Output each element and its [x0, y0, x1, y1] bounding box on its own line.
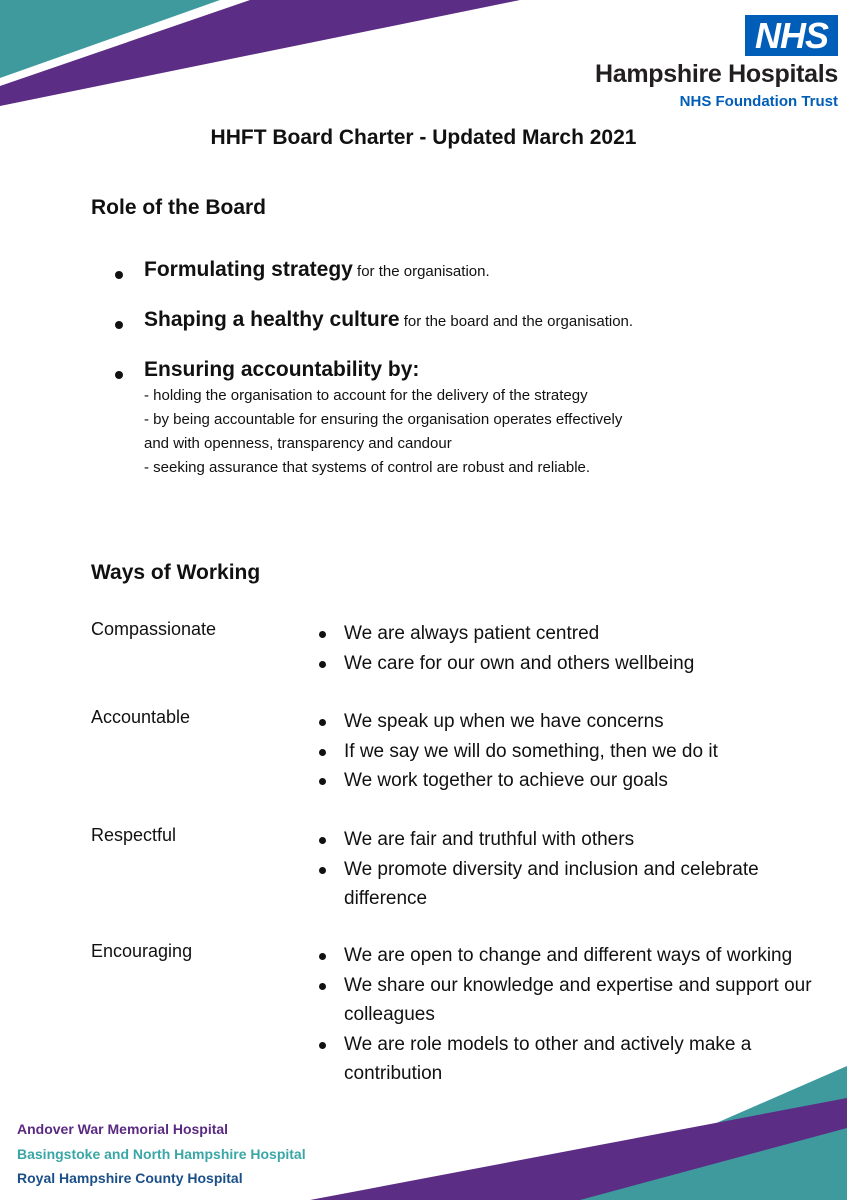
value-name: Accountable [91, 707, 191, 727]
nhs-logo: NHS [745, 15, 838, 56]
sub-point: - by being accountable for ensuring the organisation operates effectively [144, 411, 623, 428]
behaviour-text: We share our knowledge and expertise and support our colleagues [344, 974, 812, 1025]
role-list [115, 258, 775, 506]
list-item [315, 941, 835, 971]
sub-point: and with openness, transparency and candour [144, 435, 452, 452]
trust-name: Hampshire Hospitals [595, 60, 838, 88]
behaviour-text: We are fair and truthful with others [344, 829, 635, 850]
bullet-icon [319, 631, 326, 638]
bullet-icon [319, 837, 326, 844]
bullet-icon [319, 1042, 326, 1049]
list-item [115, 308, 775, 332]
sub-point: - holding the organisation to account for the delivery of the strategy [144, 387, 588, 404]
bullet-icon [319, 749, 326, 756]
hospital-list [17, 1117, 306, 1191]
document-title: HHFT Board Charter - Updated March 2021 [210, 126, 637, 149]
behaviour-list [315, 825, 835, 914]
list-item [315, 971, 835, 1030]
bullet-icon [319, 719, 326, 726]
role-item-title: Shaping a healthy culture [144, 308, 400, 331]
behaviour-list [315, 707, 835, 796]
list-item [315, 1030, 835, 1089]
list-item [115, 258, 775, 282]
list-item [315, 766, 835, 796]
behaviour-text: We are open to change and different ways of working [344, 945, 793, 966]
behaviour-list [315, 941, 835, 1089]
bullet-icon [319, 778, 326, 785]
value-name: Compassionate [91, 619, 217, 639]
hospital-name: Royal Hampshire County Hospital [17, 1170, 243, 1186]
role-of-board-heading: Role of the Board [91, 196, 267, 219]
behaviour-text: We care for our own and others wellbeing [344, 652, 695, 674]
behaviour-text: If we say we will do something, then we do it [344, 740, 718, 762]
behaviour-text: We promote diversity and inclusion and celebrate difference [344, 858, 759, 909]
value-name: Respectful [91, 825, 177, 845]
behaviour-text: We are always patient centred [344, 623, 600, 644]
list-item [315, 825, 835, 855]
behaviour-text: We are role models to other and actively make a contribution [344, 1033, 752, 1084]
list-item [315, 649, 835, 679]
bullet-icon [115, 321, 123, 329]
list-item [315, 707, 835, 737]
role-item-title: Ensuring accountability by: [144, 358, 420, 381]
sub-point: - seeking assurance that systems of control are robust and reliable. [144, 459, 591, 476]
hospital-name: Andover War Memorial Hospital [17, 1121, 229, 1137]
behaviour-text: We speak up when we have concerns [344, 711, 664, 732]
value-name: Encouraging [91, 941, 193, 961]
role-item-text: for the board and the organisation. [399, 313, 634, 330]
accountability-sub-points [144, 384, 775, 480]
bullet-icon [319, 953, 326, 960]
ways-of-working-heading: Ways of Working [91, 561, 261, 584]
hospital-name: Basingstoke and North Hampshire Hospital [17, 1145, 306, 1162]
behaviour-text: We work together to achieve our goals [344, 770, 668, 791]
list-item [315, 737, 835, 767]
behaviour-list [315, 619, 835, 678]
list-item [315, 855, 835, 914]
bullet-icon [319, 983, 326, 990]
list-item [315, 619, 835, 649]
trust-subtitle: NHS Foundation Trust [679, 93, 838, 110]
role-item-text: for the organisation. [352, 263, 490, 280]
role-item-title: Formulating strategy [144, 258, 353, 281]
bullet-icon [115, 271, 123, 279]
bullet-icon [115, 371, 123, 379]
bullet-icon [319, 661, 326, 668]
list-item [115, 358, 775, 480]
bullet-icon [319, 867, 326, 874]
